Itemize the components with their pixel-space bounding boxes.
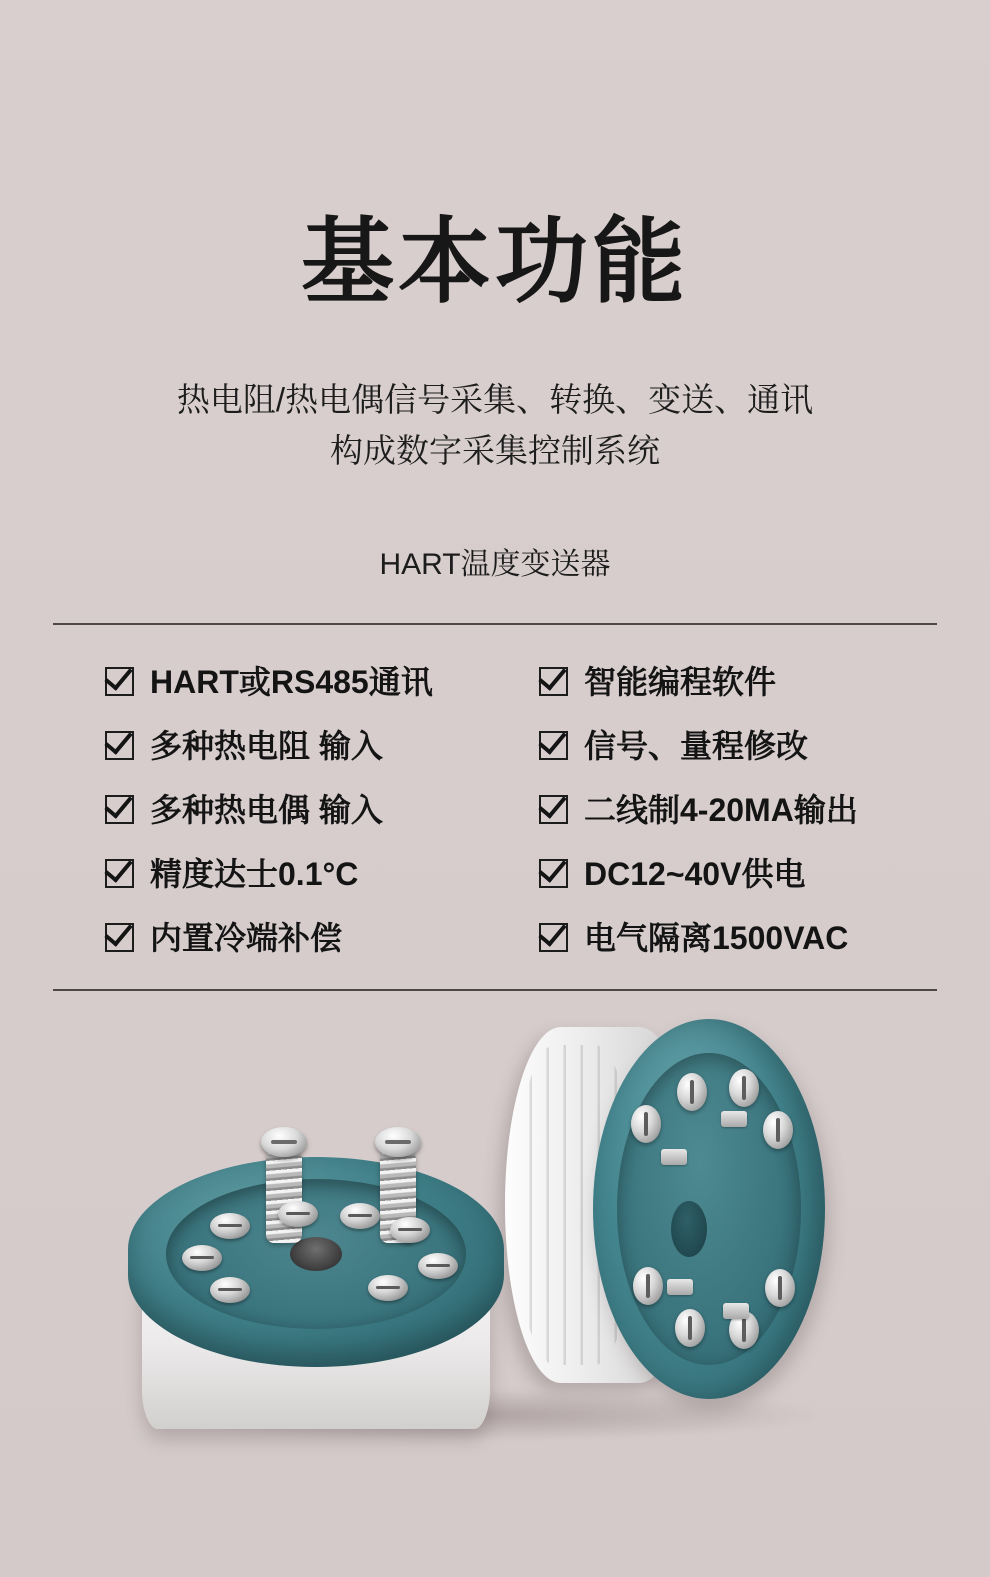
feature-label: 信号、量程修改: [584, 727, 809, 764]
checkbox-checked-icon: [539, 731, 568, 760]
checkbox-checked-icon: [105, 667, 134, 696]
checkbox-checked-icon: [105, 923, 134, 952]
terminal-clip: [667, 1279, 693, 1295]
terminal-clip: [721, 1111, 747, 1127]
subtitle-line-1: 热电阻/热电偶信号采集、转换、变送、通讯: [176, 381, 814, 419]
terminal-disc: [593, 1019, 825, 1399]
terminal-screw: [368, 1275, 408, 1301]
list-item: [53, 787, 523, 833]
terminal-screw: [278, 1201, 318, 1227]
terminal-screw: [390, 1217, 430, 1243]
product-photo: [0, 997, 990, 1507]
feature-label: 多种热电阻 输入: [150, 727, 383, 764]
checkbox-checked-icon: [539, 923, 568, 952]
temperature-transmitter-front: [118, 1105, 510, 1435]
temperature-transmitter-side: [497, 1019, 827, 1439]
terminal-disc-inner: [617, 1053, 801, 1365]
terminal-screw: [763, 1111, 793, 1149]
terminal-screw: [418, 1253, 458, 1279]
feature-label: 精度达士0.1°C: [150, 855, 359, 892]
checkbox-checked-icon: [105, 731, 134, 760]
feature-label: 内置冷端补偿: [150, 919, 343, 956]
mounting-spring: [266, 1151, 302, 1243]
feature-label: HART或RS485通讯: [150, 663, 433, 700]
terminal-screw: [729, 1069, 759, 1107]
terminal-screw: [631, 1105, 661, 1143]
feature-label: 智能编程软件: [584, 663, 777, 700]
terminal-screw: [340, 1203, 380, 1229]
list-item: [53, 659, 523, 705]
feature-label: 多种热电偶 输入: [150, 791, 383, 828]
feature-label: 二线制4-20MA输出: [584, 791, 858, 828]
product-feature-page: [0, 62, 990, 1577]
terminal-screw: [182, 1245, 222, 1271]
list-item: [53, 851, 523, 897]
feature-label: 电气隔离1500VAC: [584, 919, 849, 956]
feature-list: [53, 625, 937, 961]
terminal-screw: [675, 1309, 705, 1347]
terminal-screw: [633, 1267, 663, 1305]
list-item: [53, 723, 523, 769]
list-item: [53, 915, 523, 961]
mounting-screw-head: [375, 1127, 421, 1157]
checkbox-checked-icon: [539, 795, 568, 824]
feature-label: DC12~40V供电: [584, 855, 806, 892]
terminal-screw: [677, 1073, 707, 1111]
terminal-screw: [210, 1277, 250, 1303]
list-item: [523, 915, 937, 961]
list-item: [523, 659, 937, 705]
terminal-clip: [723, 1303, 749, 1319]
checkbox-checked-icon: [105, 795, 134, 824]
terminal-screw: [765, 1269, 795, 1307]
checkbox-checked-icon: [105, 859, 134, 888]
mounting-screw-head: [261, 1127, 307, 1157]
terminal-screw: [210, 1213, 250, 1239]
list-item: [523, 787, 937, 833]
divider-bottom: [53, 989, 937, 991]
terminal-clip: [661, 1149, 687, 1165]
checkbox-checked-icon: [539, 859, 568, 888]
page-title: 基本功能: [301, 210, 689, 315]
list-item: [523, 851, 937, 897]
page-subtitle: [0, 374, 990, 476]
subtitle-line-2: 构成数字采集控制系统: [330, 432, 660, 470]
list-item: [523, 723, 937, 769]
product-name: HART温度变送器: [379, 547, 611, 581]
checkbox-checked-icon: [539, 667, 568, 696]
center-slot: [671, 1201, 707, 1257]
